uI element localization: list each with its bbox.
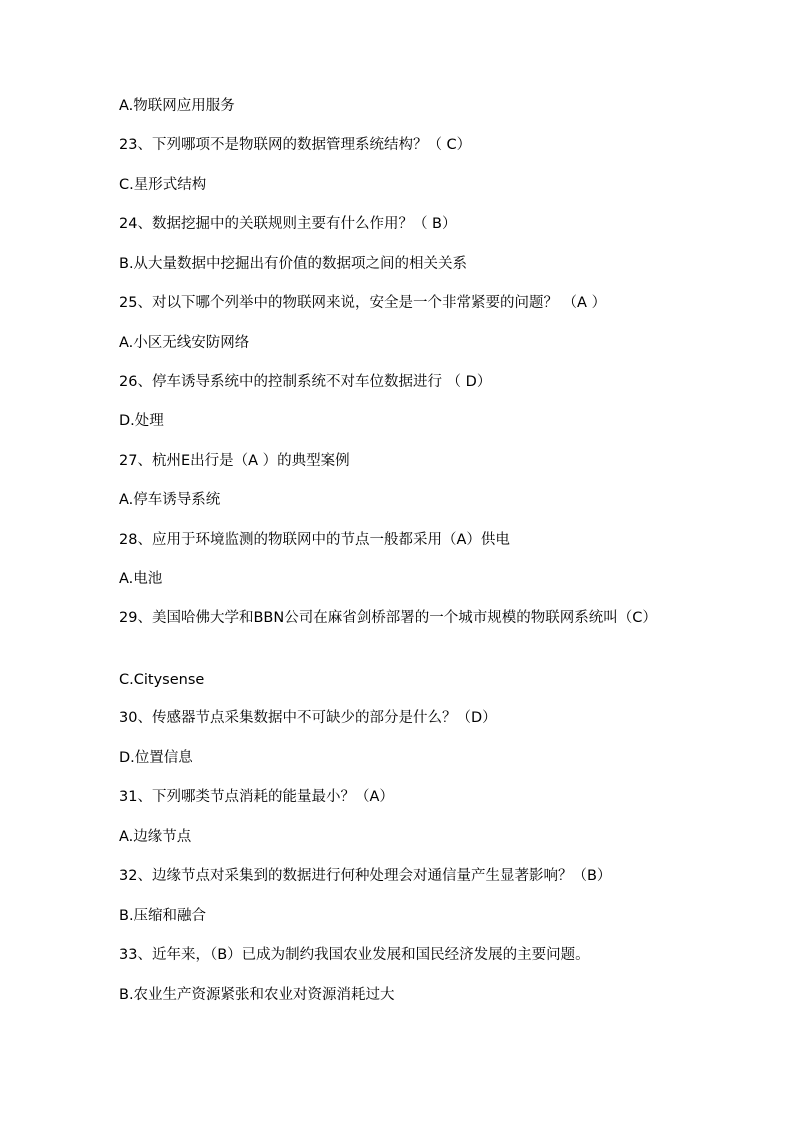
answer-line: A.停车诱导系统 bbox=[119, 492, 221, 508]
question-line: 28、应用于环境监测的物联网中的节点一般都采用（A）供电 bbox=[119, 532, 510, 548]
question-line: 33、近年来，（B）已成为制约我国农业发展和国民经济发展的主要问题。 bbox=[119, 947, 590, 963]
question-line: 27、杭州E出行是（A ）的典型案例 bbox=[119, 453, 350, 469]
question-line: 29、美国哈佛大学和BBN公司在麻省剑桥部署的一个城市规模的物联网系统叫（C） bbox=[119, 610, 657, 626]
question-line: 24、数据挖掘中的关联规则主要有什么作用？（ B） bbox=[119, 216, 457, 232]
answer-line: C.星形式结构 bbox=[119, 177, 207, 193]
answer-line: A.边缘节点 bbox=[119, 829, 192, 845]
answer-line: A.小区无线安防网络 bbox=[119, 335, 250, 351]
answer-line: B.压缩和融合 bbox=[119, 908, 207, 924]
question-line: 30、传感器节点采集数据中不可缺少的部分是什么？（D） bbox=[119, 710, 497, 726]
question-line: 32、边缘节点对采集到的数据进行何种处理会对通信量产生显著影响？（B） bbox=[119, 868, 612, 884]
question-line: 26、停车诱导系统中的控制系统不对车位数据进行 （ D） bbox=[119, 374, 492, 390]
answer-line: D.位置信息 bbox=[119, 750, 193, 766]
answer-line: B.从大量数据中挖掘出有价值的数据项之间的相关关系 bbox=[119, 256, 468, 272]
answer-line: D.处理 bbox=[119, 413, 164, 429]
answer-line: A.电池 bbox=[119, 571, 163, 587]
answer-line: B.农业生产资源紧张和农业对资源消耗过大 bbox=[119, 987, 395, 1003]
question-line: 25、对以下哪个列举中的物联网来说，安全是一个非常紧要的问题？ （A ） bbox=[119, 295, 607, 311]
question-line: 31、下列哪类节点消耗的能量最小？（A） bbox=[119, 789, 394, 805]
question-line: 23、下列哪项不是物联网的数据管理系统结构？（ C） bbox=[119, 137, 472, 153]
answer-line: C.Citysense bbox=[119, 672, 205, 688]
answer-line: A.物联网应用服务 bbox=[119, 98, 235, 114]
